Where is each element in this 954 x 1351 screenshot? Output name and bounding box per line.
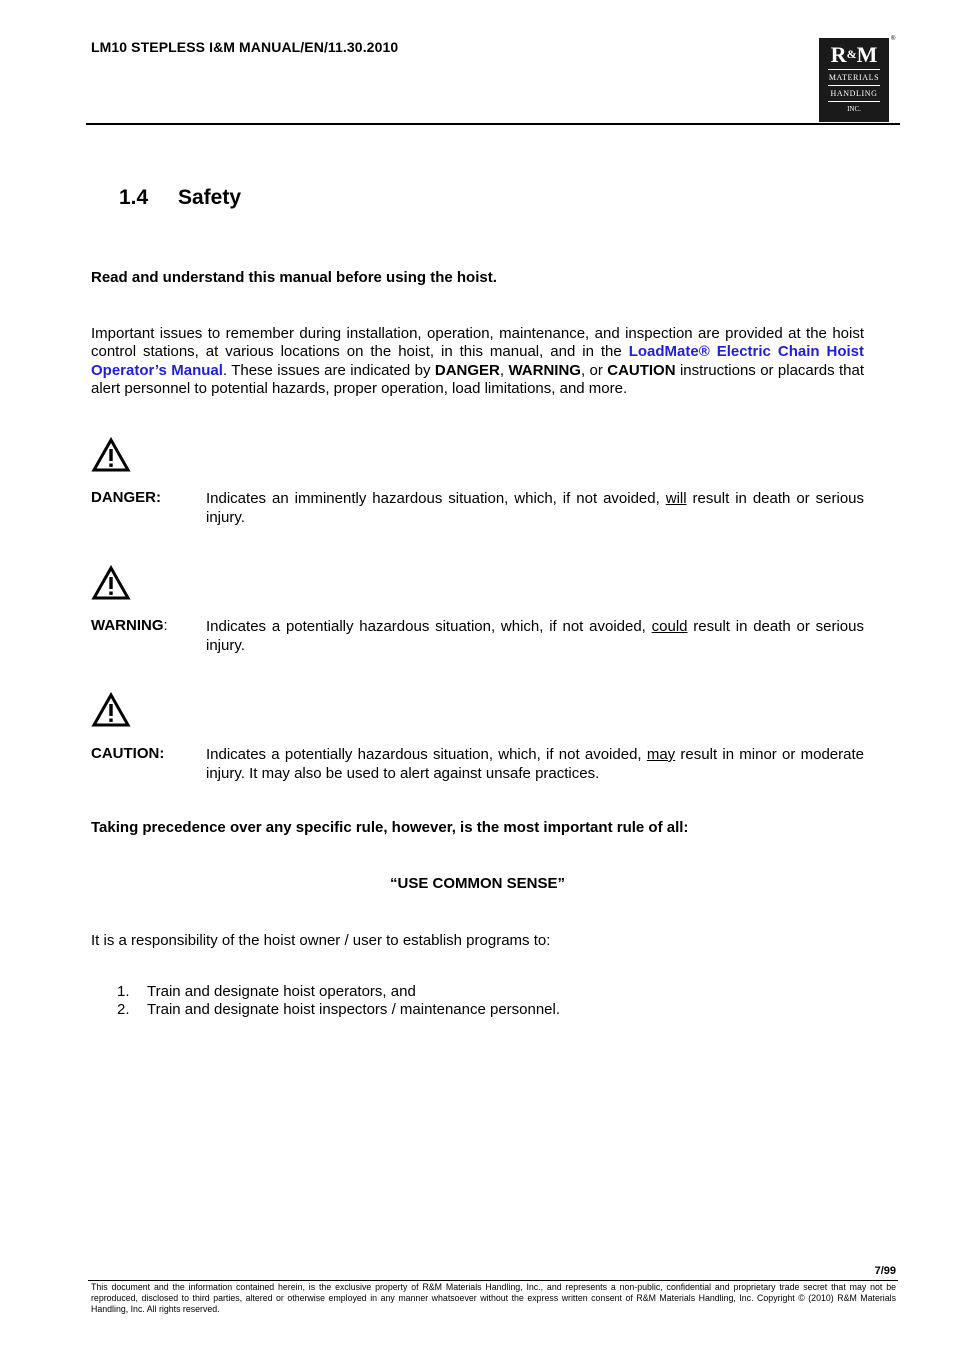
section-title: Safety (178, 186, 242, 209)
document-header-title: LM10 STEPLESS I&M MANUAL/EN/11.30.2010 (91, 39, 399, 55)
warning-description: Indicates a potentially hazardous situation, which, if not avoided, could result in death or serious injury. (206, 618, 864, 654)
precedence-statement: Taking precedence over any specific rule, however, is the most important rule of all: (91, 819, 689, 836)
warning-triangle-icon (91, 437, 131, 473)
page-number: 7/99 (874, 1265, 896, 1277)
registered-mark: ® (891, 36, 896, 42)
caution-description: Indicates a potentially hazardous situation, which, if not avoided, may result in minor or moderate injury. It may also be used to alert against unsafe practices. (206, 746, 865, 782)
list-item: 1. Train and designate hoist operators, and (117, 983, 416, 1000)
section-number: 1.4 (119, 186, 149, 209)
caution-label: CAUTION: (91, 745, 165, 762)
intro-instruction: Read and understand this manual before using the hoist. (91, 269, 497, 286)
danger-description: Indicates an imminently hazardous situation, which, if not avoided, will result in death or serious injury. (206, 490, 864, 526)
section-heading (119, 186, 241, 210)
important-issues-paragraph: Important issues to remember during installation, operation, maintenance, and inspection are provided at the hoist control stations, at various locations on the hoist, in this manual, and in the LoadMate® Electric Chain Hoist Operator’s Manual. These issues are indicated by DANGER, WARNING, or CAUTION instructions or placards that alert personnel to potential hazards, proper operation, load limitations, and more. (91, 325, 865, 397)
list-item: 2. Train and designate hoist inspectors / maintenance personnel. (117, 1001, 561, 1018)
header-divider (86, 123, 900, 125)
company-logo: R&M MATERIALS HANDLING INC. (819, 38, 889, 122)
warning-triangle-icon (91, 692, 131, 728)
footer-divider (88, 1280, 898, 1281)
confidentiality-footer: This document and the information contained herein, is the exclusive property of R&M Materials Handling, Inc., and represents a non-public, confidential and proprietary trade secret that may not be reproduced, disclosed to third parties, altered or otherwise employed in any manner whatsoever without the express written consent of R&M Materials Handling, Inc. Copyright © (2010) R&M Materials Handling, Inc. All rights reserved. (91, 1282, 896, 1314)
danger-label: DANGER: (91, 489, 161, 506)
responsibility-statement: It is a responsibility of the hoist owner / user to establish programs to: (91, 932, 551, 949)
operators-manual-link[interactable]: LoadMate® Electric Chain Hoist Operator’s Manual (91, 343, 864, 379)
warning-label: WARNING: (91, 617, 168, 634)
common-sense-rule: “USE COMMON SENSE” (389, 875, 566, 892)
warning-triangle-icon (91, 565, 131, 601)
program-list (117, 983, 817, 1019)
